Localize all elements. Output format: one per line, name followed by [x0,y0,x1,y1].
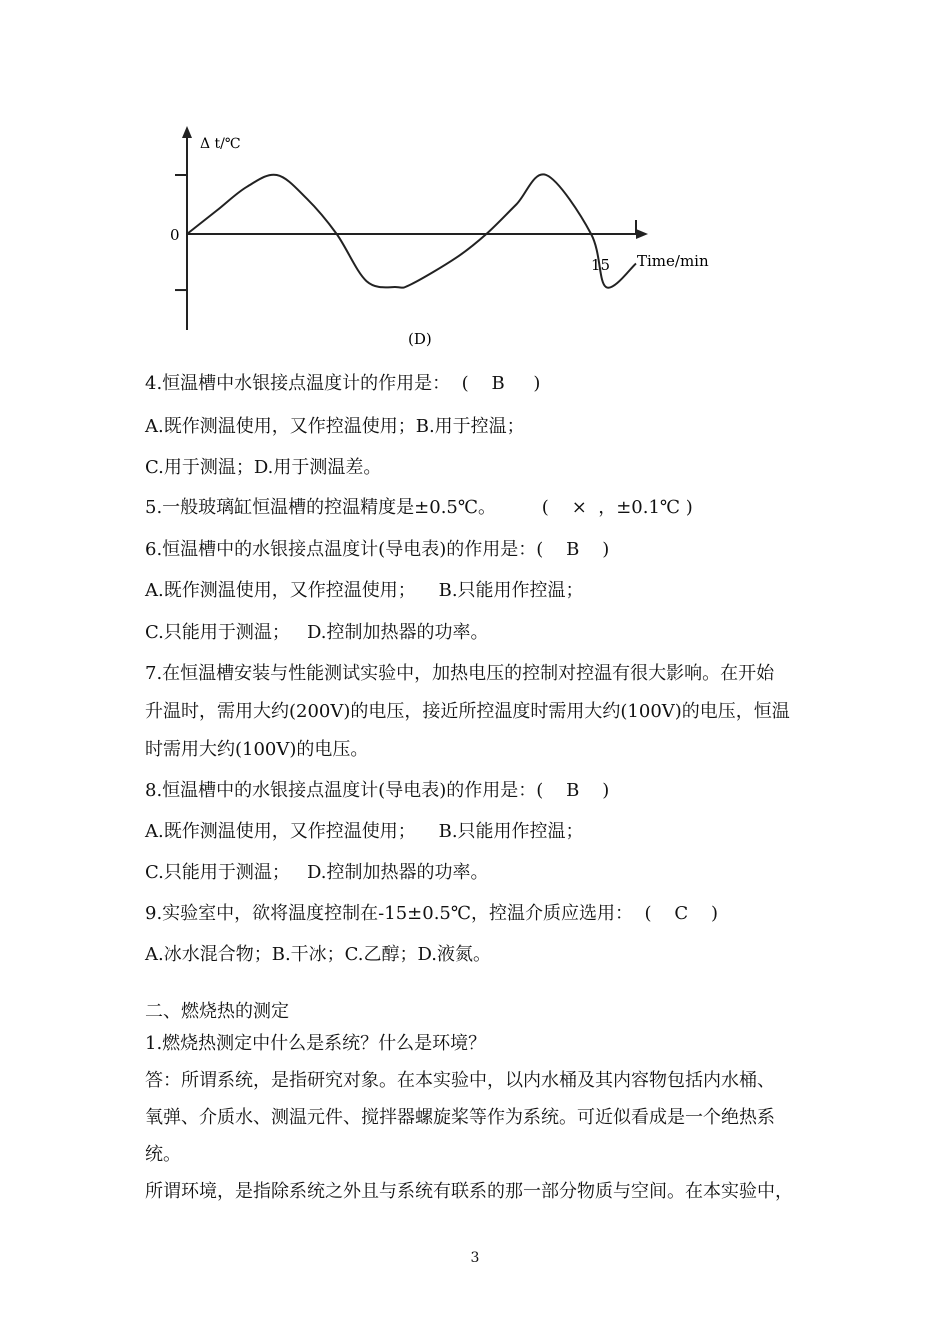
question-8: 8.恒温槽中的水银接点温度计(导电表)的作用是：( B ) [145,780,610,801]
chart-series-line [187,174,636,287]
chart-y-zero-label: 0 [170,226,180,244]
section-2-heading: 二、燃烧热的测定 [145,1001,289,1022]
y-axis-arrow [182,126,192,138]
temperature-fluctuation-chart [150,120,710,350]
question-6-options-1: A.既作测温使用，又作控温使用； B.只能用作控温； [145,580,584,601]
answer-line-1: 答：所谓系统，是指研究对象。在本实验中，以内水桶及其内容物包括内水桶、 [145,1070,775,1091]
question-7-line-3: 时需用大约(100V)的电压。 [145,739,369,760]
question-5: 5.一般玻璃缸恒温槽的控温精度是±0.5℃。 ( × ，±0.1℃ ) [145,497,693,518]
question-6: 6.恒温槽中的水银接点温度计(导电表)的作用是：( B ) [145,539,610,560]
chart-xlabel: Time/min [637,252,709,270]
question-8-options-2: C.只能用于测温； D.控制加热器的功率。 [145,862,489,883]
page-number: 3 [470,1250,480,1266]
chart-axes [175,126,648,330]
question-8-options-1: A.既作测温使用，又作控温使用； B.只能用作控温； [145,821,584,842]
question-9-options: A.冰水混合物；B.干冰；C.乙醇；D.液氮。 [145,944,492,965]
answer-line-2: 氧弹、介质水、测温元件、搅拌器螺旋桨等作为系统。可近似看成是一个绝热系 [145,1107,775,1128]
chart-caption: (D) [408,330,432,348]
question-9: 9.实验室中，欲将温度控制在-15±0.5℃，控温介质应选用： ( C ) [145,903,719,924]
question-6-options-2: C.只能用于测温； D.控制加热器的功率。 [145,622,489,643]
answer-line-4: 所谓环境，是指除系统之外且与系统有联系的那一部分物质与空间。在本实验中， [145,1181,793,1202]
answer-line-3: 统。 [145,1144,181,1165]
question-4-options-1: A.既作测温使用，又作控温使用；B.用于控温； [145,416,525,437]
x-axis-arrow [636,229,648,239]
question-7-line-2: 升温时，需用大约(200V)的电压，接近所控温度时需用大约(100V)的电压，恒温 [145,701,790,722]
chart-x-tick-label: 15 [591,256,611,274]
question-7-line-1: 7.在恒温槽安装与性能测试实验中，加热电压的控制对控温有很大影响。在开始 [145,663,775,684]
question-4-options-2: C.用于测温；D.用于测温差。 [145,457,382,478]
question-4: 4.恒温槽中水银接点温度计的作用是： ( B ) [145,373,541,394]
chart-ylabel: Δ t/℃ [200,136,241,152]
section-2-question-1: 1.燃烧热测定中什么是系统？什么是环境？ [145,1033,487,1054]
